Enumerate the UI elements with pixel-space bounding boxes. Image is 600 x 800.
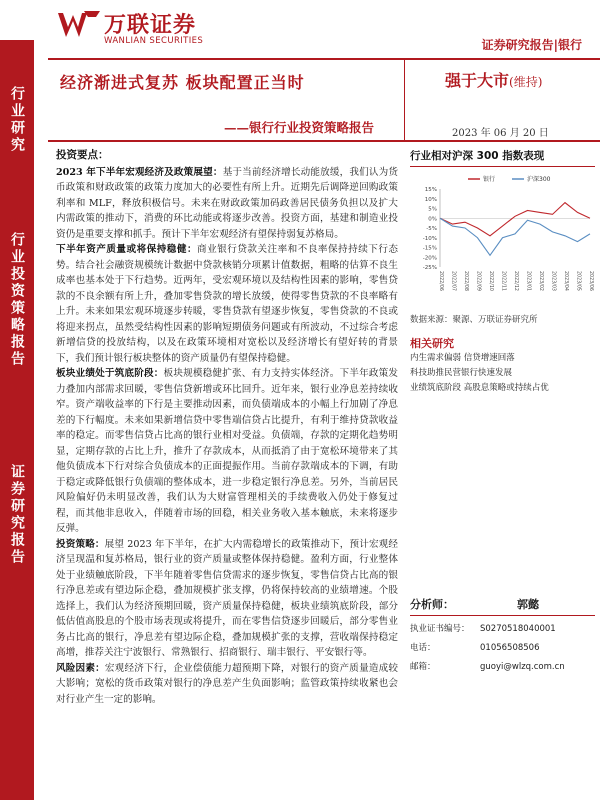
y-tick-label: 15%: [424, 187, 437, 193]
related-research-item[interactable]: 业绩筑底阶段 高股息策略或持续占优: [410, 383, 549, 393]
x-tick-label: 2022/11: [500, 271, 506, 291]
report-subtitle: ——银行行业投资策略报告: [224, 120, 375, 135]
brand-name-cn: 万联证券: [104, 13, 197, 38]
field-value: S0270518040001: [480, 624, 556, 634]
legend-label: 沪深300: [527, 176, 551, 183]
paragraph: [56, 366, 398, 537]
x-tick-label: 2023/04: [563, 271, 568, 291]
report-type: 证券研究报告|银行: [481, 38, 582, 52]
paragraph-lead: 2023 年下半年宏观经济及政策展望：: [56, 166, 223, 178]
paragraph-body: 宏观经济下行，企业偿债能力超预期下降，对银行的资产质量造成较大影响；宽松的货币政策对银行的净息差产生负面影响；监管政策持续收紧也会对行业产生一定的影响。: [56, 662, 399, 705]
paragraph-body: 展望 2023 年下半年，在扩大内需稳增长的政策推动下，预计宏观经济呈现温和复苏格局，银行业的资产质量或整体保持稳健。盈利方面，行业整体处于业绩触底阶段，下半年随着零售信贷需求的逐步恢复，零售信贷占比高的银行净息差或有望边际企稳，叠加规模扩张支撑，仍将保持较高的业绩增速。个股选择上，我们认为经济预期回暖，资产质量保持稳健，板块业绩筑底阶段，部分低估值高股息的个股市场表现或将提升，而在零售信贷逐步回暖后，部分零售业务占比高的银行，净息差有望边际企稳，叠加规模扩张的支撑，营收端保持稳定高增，推荐关注宁波银行、常熟银行、招商银行、瑞丰银行、平安银行等。: [56, 538, 399, 658]
performance-chart: [410, 171, 595, 303]
rating: [445, 68, 542, 91]
x-tick-label: 2023/05: [575, 271, 581, 291]
x-tick-label: 2023/02: [538, 271, 543, 291]
paragraph-lead: 板块业绩处于筑底阶段：: [56, 368, 164, 379]
report-date: 2023 年 06 月 20 日: [452, 128, 549, 139]
related-research-item[interactable]: 科技助推民营银行快速发展: [410, 368, 513, 378]
title-divider: [48, 140, 600, 142]
x-tick-label: 2022/07: [450, 271, 456, 291]
legend-label: 银行: [483, 176, 496, 183]
y-tick-label: 5%: [428, 206, 437, 213]
header-divider: [48, 58, 600, 60]
field-value[interactable]: guoyi@wlzq.com.cn: [480, 662, 565, 672]
analyst-field: [410, 639, 595, 658]
x-tick-label: 2022/10: [488, 271, 493, 291]
y-tick-label: -15%: [422, 245, 437, 252]
x-tick-label: 2022/06: [438, 271, 443, 291]
performance-chart-svg: [410, 171, 595, 303]
paragraph: [56, 537, 398, 661]
related-research-title: 相关研究: [410, 337, 454, 350]
title-column-divider: [404, 60, 405, 142]
analyst-header: [410, 596, 595, 616]
analyst-field: [410, 658, 595, 677]
paragraph-lead: 风险因素：: [56, 662, 105, 674]
paragraph-lead: 下半年资产质量或将保持稳健：: [56, 244, 198, 255]
page-header: [0, 0, 600, 60]
paragraph-body: 基于当前经济增长动能放缓，我们认为货币政策和财政政策的政策力度加大的必要性有所上升。近期先后调降逆回购政策利率和 MLF，释放积极信号。未来在财政政策加码政善居民债务负担以及扩大内需政策的推动下，消费的环比动能或将逐步改善。投资方面，基建和制造业投资仍是重要支撑和抓手。预计下半年宏观经济有望保持弱复苏格局。: [56, 166, 399, 240]
y-tick-label: -25%: [422, 265, 437, 271]
sidebar-tag-securities-report: 证券研究报告: [9, 464, 25, 566]
x-tick-label: 2022/08: [463, 271, 468, 291]
paragraph: [56, 661, 398, 708]
y-tick-label: 10%: [424, 196, 437, 203]
x-tick-label: 2023/03: [550, 271, 556, 291]
sidebar-tag-strategy-report: 行业投资策略报告: [9, 232, 25, 368]
series-line-bank: [440, 203, 590, 236]
y-tick-label: 0%: [428, 216, 437, 223]
paragraph-lead: 投资策略：: [56, 538, 105, 550]
sidebar-tag-industry-research: 行业研究: [9, 86, 25, 154]
wanlian-logo-icon: [56, 9, 102, 41]
x-tick-label: 2022/09: [475, 271, 481, 291]
analyst-info: [410, 596, 595, 677]
y-tick-label: -10%: [422, 235, 437, 242]
x-tick-label: 2023/06: [588, 271, 593, 291]
paragraph-body: 商业银行贷款关注率和不良率保持持续下行态势。结合社会融资规模统计数据中贷款核销分项累计值数据，粗略的估算不良生成率也基本处于下行趋势。近两年，受宏观环境以及结构性因素的影响，零售贷款的不良余额有所上升，叠加零售贷款的增长放缓，使得零售贷款的不良率略有上升。未来如果宏观环境逐步转暖，零售贷款有望逐步恢复，零售贷款的不良或将迎来拐点，虽然受结构性因素的影响短期债务问题或有所波动，不过综合考虑新增信贷的投放结构，以及在政策环境相对宽松以及经济增长有望好转的背景下，我们预计银行板块整体的资产质量仍有望保持稳健。: [56, 244, 399, 364]
brand-name-en: WANLIAN SECURITIES: [104, 36, 204, 46]
y-tick-label: -20%: [422, 255, 437, 262]
analyst-field: [410, 620, 595, 639]
field-value: 01056508506: [480, 643, 540, 653]
analyst-role-label: 分析师：: [410, 598, 454, 611]
rating-status: (维持): [509, 75, 543, 89]
series-line-hs300: [440, 218, 590, 255]
performance-chart-title: 行业相对沪深 300 指数表现: [410, 148, 595, 167]
investment-highlights: [56, 148, 398, 707]
paragraph: [56, 165, 398, 243]
field-label: 邮箱：: [410, 662, 436, 672]
analyst-name: 郭懿: [517, 598, 539, 611]
data-source: 数据来源：聚源、万联证券研究所: [410, 315, 538, 325]
section-title: 投资要点：: [56, 149, 109, 161]
field-label: 执业证书编号：: [410, 624, 470, 634]
x-tick-label: 2022/12: [513, 271, 518, 291]
related-research-item[interactable]: 内生需求偏弱 信贷增速回落: [410, 353, 515, 363]
x-tick-label: 2023/01: [525, 271, 531, 291]
report-title: 经济渐进式复苏 板块配置正当时: [60, 73, 305, 92]
y-tick-label: -5%: [426, 226, 437, 232]
field-label: 电话：: [410, 643, 436, 653]
right-column: [410, 148, 595, 396]
paragraph-body: 板块规模稳健扩张、有力支持实体经济。下半年政策发力叠加内部需求回暖，零售信贷新增或环比回升。近年来，银行业净息差持续收窄。资产端收益率的下行是主要推动因素，而负债端成本的小幅上行加剧了净息差的下行幅度。未来如果新增信贷中零售端信贷占比提升，有利于维持贷款收益率的稳定。而零售信贷占比高的银行业相对受益。负债端，存款的定期化趋势明显，定期存款的占比上升，推升了存款成本，从而抵消了由于宽松环境带来了其他负债成本下行对综合负债成本的正面提振作用。当前存款端成本的下调，有助于稳定或降低银行负债端的整体成本，进一步稳定银行净息差。另外，当前居民风险偏好仍未明显改善，我们认为大财富管理相关的手续费收入仍处于修复过程，而其他非息收入，伴随着市场的回稳，相关业务收入基本触底，未来将逐步反弹。: [56, 368, 399, 534]
rating-value: 强于大市: [445, 71, 510, 90]
sidebar: [0, 40, 34, 800]
paragraph: [56, 242, 398, 366]
